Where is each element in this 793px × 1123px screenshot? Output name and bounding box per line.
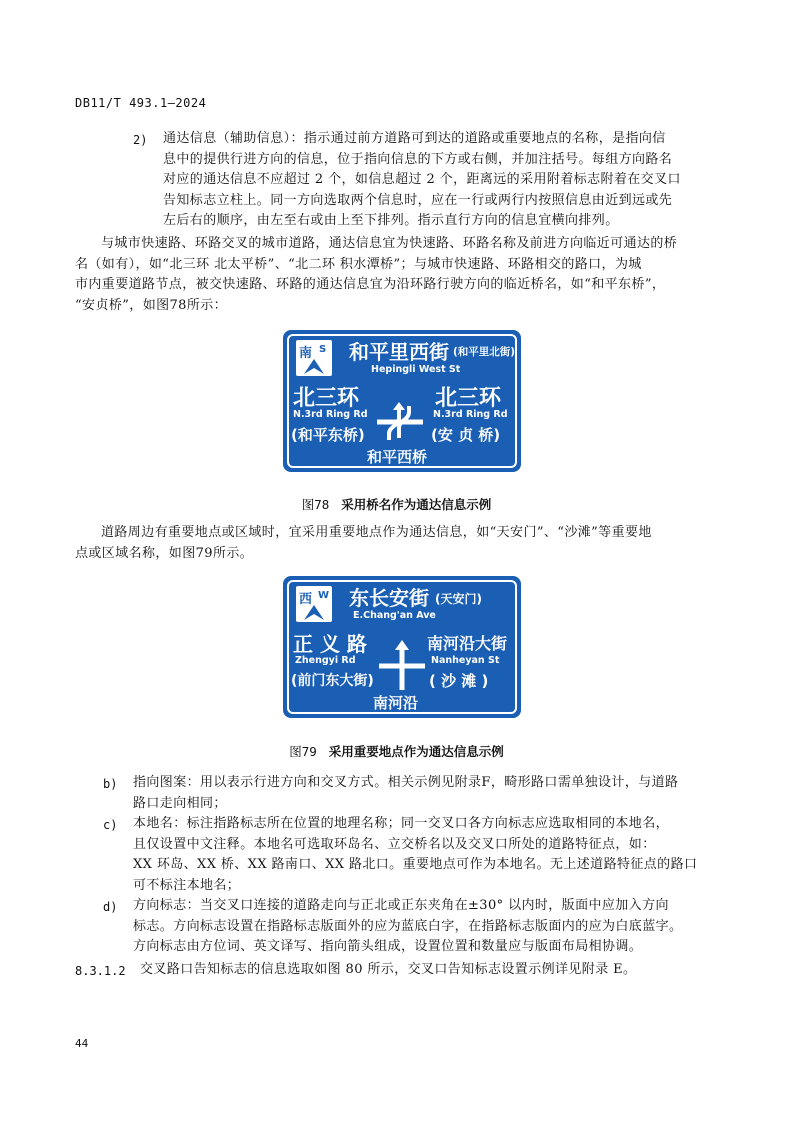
item-c-text [133, 814, 697, 896]
page-number: 44 [75, 1037, 89, 1050]
bottom-road-name: 和平西桥 [367, 448, 428, 466]
top-road-english: E.Chang'an Ave [353, 610, 436, 621]
text-line: 与城市快速路、环路交叉的城市道路，通达信息宜为快速路、环路名称及前进方向临近可通达的桥 [101, 236, 678, 251]
right-road-note: ( 沙 滩 ) [429, 672, 489, 690]
text-line: 点或区域名称，如图79所示。 [75, 545, 254, 561]
direction-badge [296, 586, 332, 622]
interchange-symbol-icon [375, 402, 425, 442]
left-road-english: Zhengyi Rd [295, 655, 356, 666]
bottom-road-name: 南河沿 [373, 694, 419, 712]
text-line: 对应的通达信息不应超过 2 个，如信息超过 2 个，距离远的采用附着标志附着在交叉口 [163, 172, 681, 187]
text-line: 可不标注本地名； [133, 877, 241, 893]
text-line: 且仅设置中文注释。本地名可选取环岛名、立交桥名以及交叉口所处的道路特征点，如： [133, 836, 656, 852]
text-line: 通达信息（辅助信息）：指示通过前方道路可到达的道路或重要地点的名称，是指向信 [163, 131, 666, 146]
item-number-b: b) [103, 777, 118, 791]
right-road-name: 北三环 [435, 386, 502, 411]
top-road-english: Hepingli West St [371, 364, 461, 375]
text-line: 指向图案：用以表示行进方向和交叉方式。相关示例见附录F，畸形路口需单独设计，与道路 [133, 775, 679, 790]
clause-text: 交叉路口告知标志的信息选取如图 80 所示，交叉口告知标志设置示例详见附录 E。 [140, 962, 637, 977]
text-line: 方向标志由方位词、英文译写、指向箭头组成，设置位置和数量应与版面布局相协调。 [133, 939, 643, 954]
text-line: 方向标志：当交叉口连接的道路走向与正北或正东夹角在±30° 以内时，版面中应加入方向 [133, 898, 669, 913]
direction-en: W [318, 590, 330, 601]
right-road-english: N.3rd Ring Rd [433, 409, 508, 420]
road-sign-figure-78 [283, 330, 521, 472]
text-line: 告知标志立柱上。同一方向选取两个信息时，应在一行或两行内按照信息由近到远或先 [163, 192, 673, 208]
item-d-text [133, 896, 682, 958]
left-road-note: (和平东桥) [291, 426, 365, 444]
figure-78-caption [0, 495, 793, 513]
north-arrow-icon [304, 359, 324, 374]
text-line: 左后右的顺序，由左至右或由上至下排列。指示直行方向的信息宜横向排列。 [163, 213, 619, 228]
left-road-english: N.3rd Ring Rd [293, 409, 368, 420]
text-line: 本地名：标注指路标志所在位置的地理名称；同一交叉口各方向标志应选取相同的本地名， [133, 816, 670, 831]
figure-title: 采用重要地点作为通达信息示例 [328, 744, 504, 759]
left-road-note: (前门东大街) [291, 673, 374, 689]
figure-title: 采用桥名作为通达信息示例 [341, 497, 492, 512]
item-number-d: d) [103, 900, 118, 914]
text-line: 道路周边有重要地点或区域时，宜采用重要地点作为通达信息，如“天安门”、“沙滩”等重要地 [101, 525, 652, 540]
text-line: 息中的提供行进方向的信息，位于指向信息的下方或右侧，并加注括号。每组方向路名 [163, 151, 673, 167]
direction-cn: 南 [299, 346, 313, 361]
top-road-name: 东长安街 [349, 586, 429, 610]
clause-number: 8.3.1.2 [75, 964, 126, 978]
text-line: XX 环岛、XX 桥、XX 路南口、XX 路北口。重要地点可作为本地名。无上述道路特征点的路口 [133, 857, 698, 872]
item-2-text [163, 129, 681, 232]
left-road-name: 正 义 路 [293, 632, 367, 656]
item-number-c: c) [103, 818, 118, 832]
item-b-text [133, 773, 678, 814]
paragraph-landmarks [75, 523, 735, 564]
direction-cn: 西 [299, 592, 313, 607]
text-line: 路口走向相同； [133, 795, 227, 811]
paragraph-bridge-names [75, 234, 735, 316]
text-line: 名（如有），如“北三环 北太平桥”、“北二环 积水潭桥”；与城市快速路、环路相交的路口，为城 [75, 256, 642, 272]
figure-number: 图79 [289, 744, 317, 759]
text-line: “安贞桥”，如图78所示： [75, 297, 228, 313]
right-road-name: 南河沿大街 [427, 634, 508, 653]
direction-en: S [319, 344, 327, 355]
crossroad-arrow-icon [379, 640, 425, 690]
figure-79-caption [0, 742, 793, 760]
top-road-note: (和平里北街) [453, 346, 516, 358]
item-number-2: 2) [133, 133, 148, 147]
right-road-note: (安 贞 桥) [431, 426, 501, 444]
right-road-english: Nanheyan St [431, 655, 500, 666]
document-header: DB11/T 493.1—2024 [75, 96, 207, 110]
north-arrow-icon [304, 605, 324, 620]
left-road-name: 北三环 [293, 386, 360, 411]
road-sign-figure-79 [283, 576, 521, 718]
figure-number: 图78 [301, 497, 330, 512]
text-line: 标志。方向标志设置在指路标志版面外的应为蓝底白字，在指路标志版面内的应为白底蓝字。 [133, 918, 683, 934]
top-road-name: 和平里西街 [349, 340, 449, 364]
top-road-note: (天安门) [435, 592, 482, 606]
text-line: 市内重要道路节点，被交快速路、环路的通达信息宜为沿环路行驶方向的临近桥名，如“和平东桥”， [75, 277, 666, 292]
direction-badge [296, 340, 332, 376]
